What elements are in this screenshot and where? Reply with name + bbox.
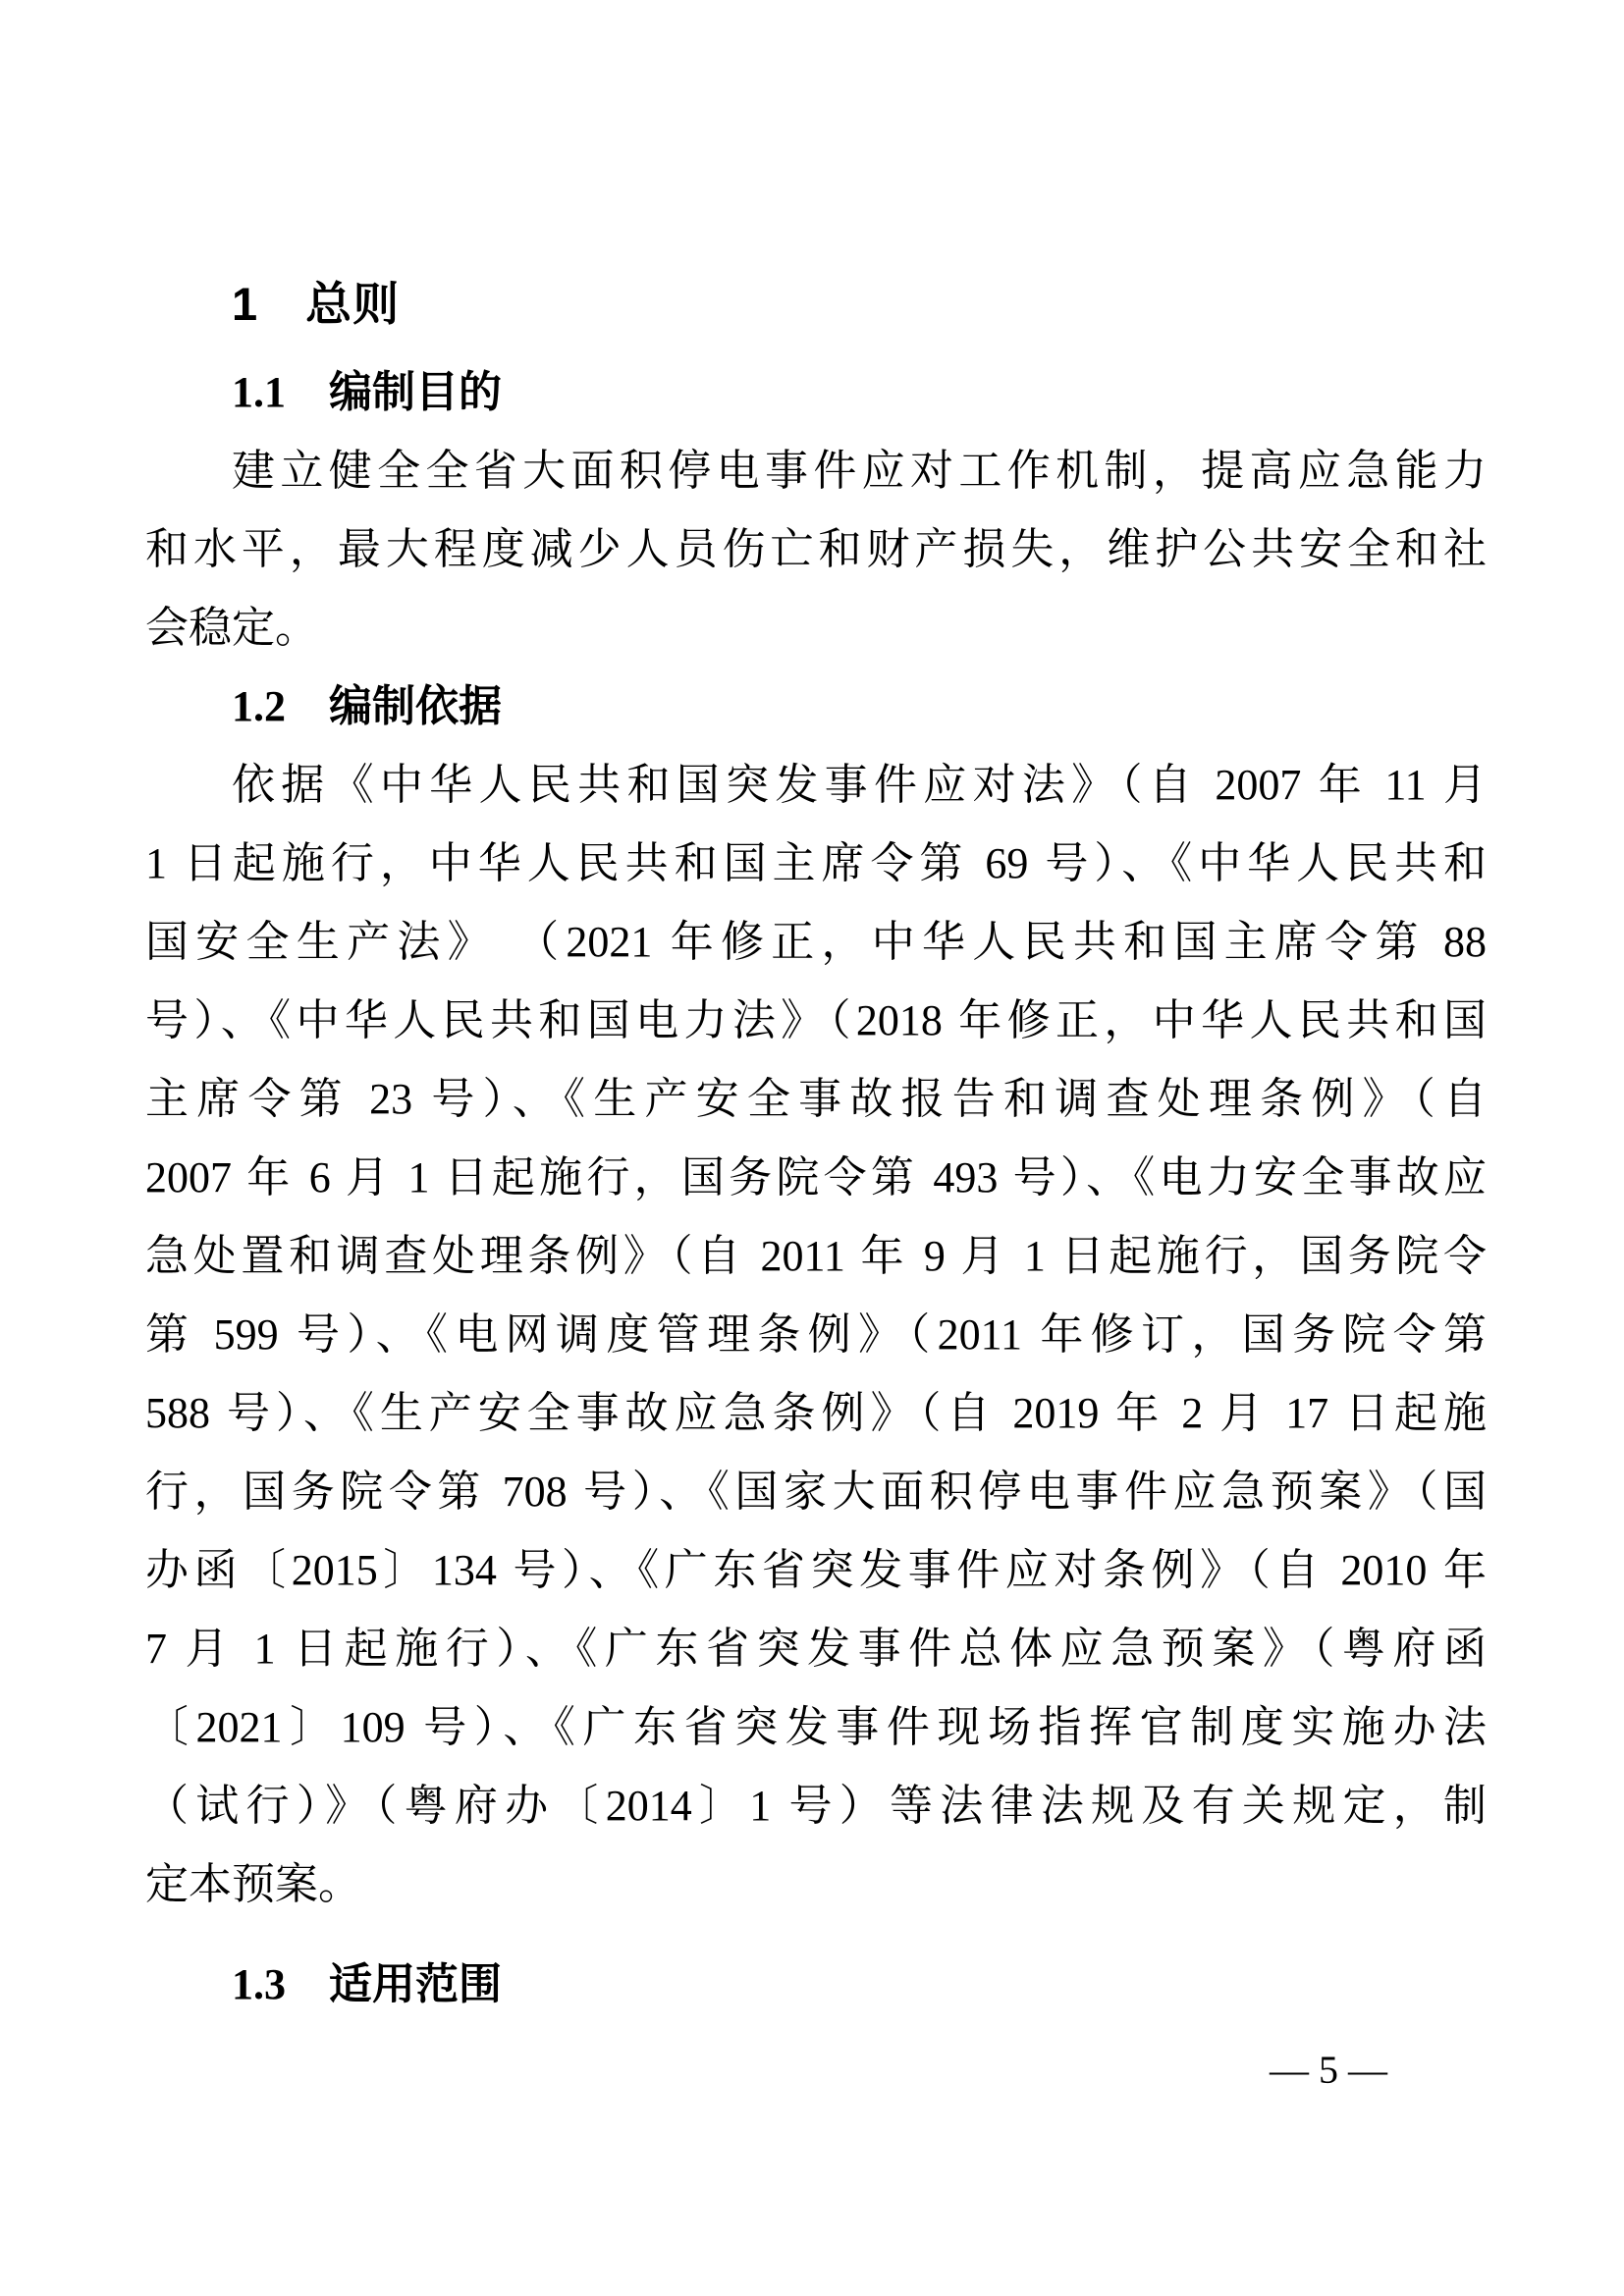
text-line: 和水平，最大程度减少人员伤亡和财产损失，维护公共安全和社 bbox=[145, 525, 1487, 573]
section-heading-1-2: 1.2 编制依据 bbox=[232, 682, 502, 730]
text-line: 第 599 号）、《电网调度管理条例》（2011 年修订，国务院令第 bbox=[145, 1310, 1487, 1359]
text-line: （试行）》（粤府办〔2014〕1 号）等法律法规及有关规定，制 bbox=[145, 1782, 1487, 1830]
text-line: 7 月 1 日起施行）、《广东省突发事件总体应急预案》（粤府函 bbox=[145, 1625, 1487, 1673]
text-line: 〔2021〕109 号）、《广东省突发事件现场指挥官制度实施办法 bbox=[145, 1703, 1487, 1751]
document-body bbox=[145, 265, 1487, 2024]
text-line: 2007 年 6 月 1 日起施行，国务院令第 493 号）、《电力安全事故应 bbox=[145, 1153, 1487, 1201]
text-line: 办函〔2015〕134 号）、《广东省突发事件应对条例》（自 2010 年 bbox=[145, 1546, 1487, 1594]
page-number: — 5 — bbox=[1270, 2048, 1387, 2092]
text-line: 1 日起施行，中华人民共和国主席令第 69 号）、《中华人民共和 bbox=[145, 839, 1487, 887]
text-line: 建立健全全省大面积停电事件应对工作机制，提高应急能力 bbox=[232, 447, 1487, 495]
text-line: 定本预案。 bbox=[145, 1860, 361, 1908]
text-line: 号）、《中华人民共和国电力法》（2018 年修正，中华人民共和国 bbox=[145, 996, 1487, 1044]
text-line: 会稳定。 bbox=[145, 604, 318, 652]
chapter-heading: 1 总则 bbox=[232, 278, 401, 330]
text-line: 依据《中华人民共和国突发事件应对法》（自 2007 年 11 月 bbox=[232, 761, 1487, 809]
text-line: 主席令第 23 号）、《生产安全事故报告和调查处理条例》（自 bbox=[145, 1075, 1487, 1123]
text-line: 急处置和调查处理条例》（自 2011 年 9 月 1 日起施行，国务院令 bbox=[145, 1232, 1487, 1280]
text-line: 588 号）、《生产安全事故应急条例》（自 2019 年 2 月 17 日起施 bbox=[145, 1389, 1487, 1437]
text-line: 国安全生产法》 （2021 年修正，中华人民共和国主席令第 88 bbox=[145, 918, 1487, 966]
text-line: 行，国务院令第 708 号）、《国家大面积停电事件应急预案》（国 bbox=[145, 1468, 1487, 1516]
paragraph-legal-basis bbox=[145, 746, 1487, 1924]
section-heading-1-3: 1.3 适用范围 bbox=[232, 1960, 502, 2008]
paragraph-purpose bbox=[145, 432, 1487, 667]
section-heading-1-1: 1.1 编制目的 bbox=[232, 368, 502, 416]
